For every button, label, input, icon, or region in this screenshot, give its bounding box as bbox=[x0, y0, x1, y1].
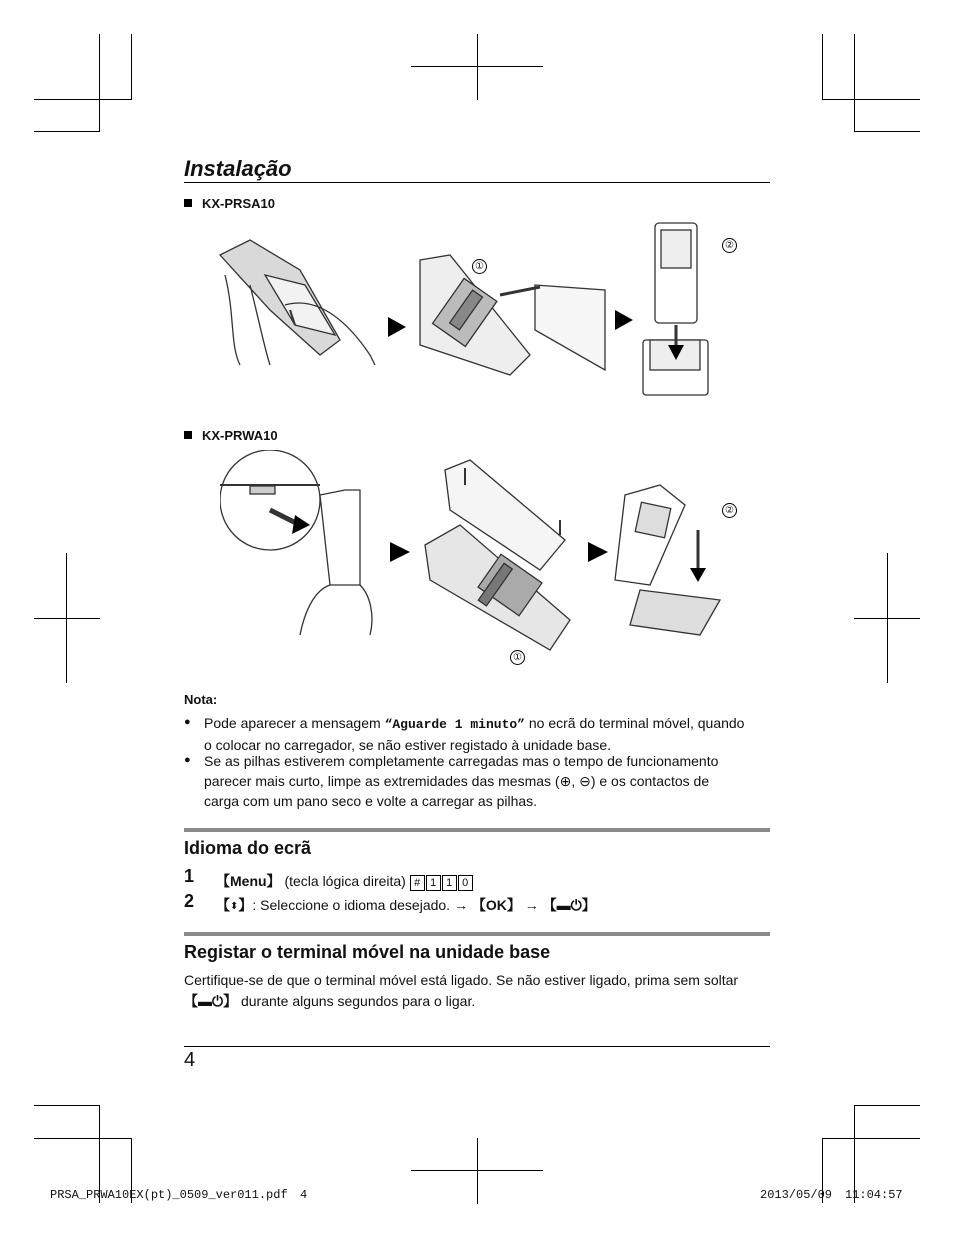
register-line: durante alguns segundos para o ligar. bbox=[237, 993, 476, 1009]
hang-up-icon: ▬ bbox=[198, 993, 212, 1009]
note-bullet-2: Se as pilhas estiverem completamente carregadas mas o tempo de funcionamento parecer mais curto, limpe as extremidades das mesmas (⊕, ⊖) e os contactos de carga com um pano seco e volte a carregar as pilhas. bbox=[204, 753, 719, 809]
prwa10-battery-illustration bbox=[220, 450, 740, 665]
callout-two: ② bbox=[722, 238, 737, 253]
step-number: 1 bbox=[184, 866, 195, 886]
crop-mark bbox=[34, 99, 132, 100]
note-heading: Nota: bbox=[184, 692, 218, 707]
note-text: ) e os contactos de bbox=[590, 773, 710, 789]
prsa10-battery-illustration bbox=[210, 215, 730, 405]
footer-date: 2013/05/09 bbox=[760, 1188, 833, 1202]
crop-mark bbox=[411, 1170, 543, 1171]
note-text: parecer mais curto, limpe as extremidades das mesmas ( bbox=[204, 773, 560, 789]
step-text: → bbox=[520, 897, 543, 913]
message-text: “Aguarde 1 minuto” bbox=[384, 717, 525, 732]
step-2 bbox=[216, 895, 596, 915]
bullet-dot: ● bbox=[184, 716, 191, 728]
section-rule bbox=[184, 828, 770, 832]
crop-mark bbox=[131, 34, 132, 99]
model-heading-prwa10 bbox=[184, 428, 278, 443]
power-icon: ⏻ bbox=[212, 993, 224, 1009]
square-bullet-icon bbox=[184, 431, 192, 439]
register-line: Certifique-se de que o terminal móvel está ligado. Se não estiver ligado, prima sem soltar bbox=[184, 972, 739, 988]
square-bullet-icon bbox=[184, 199, 192, 207]
crop-mark bbox=[854, 131, 920, 132]
footer-filename: PRSA_PRWA10EX(pt)_0509_ver011.pdf bbox=[50, 1188, 288, 1202]
callout-one: ① bbox=[510, 650, 525, 665]
register-title: Registar o terminal móvel na unidade base bbox=[184, 942, 551, 962]
crop-mark bbox=[34, 131, 100, 132]
page-number: 4 bbox=[184, 1049, 196, 1071]
note-text: carga com um pano seco e volte a carregar as pilhas. bbox=[204, 793, 538, 809]
note-text: o colocar no carregador, se não estiver registado à unidade base. bbox=[204, 737, 612, 753]
crop-mark bbox=[854, 1105, 920, 1106]
model-label: KX-PRWA10 bbox=[202, 428, 278, 443]
crop-mark bbox=[34, 618, 100, 619]
callout-one: ① bbox=[472, 259, 487, 274]
plus-terminal-icon: ⊕ bbox=[559, 773, 572, 789]
crop-mark bbox=[854, 618, 920, 619]
step-1 bbox=[216, 871, 474, 891]
footer-rule bbox=[184, 1046, 770, 1047]
power-icon: ⏻ bbox=[570, 897, 582, 913]
ok-key: 【OK】 bbox=[471, 897, 521, 913]
crop-mark bbox=[822, 1138, 920, 1139]
off-key: 【▬⏻】 bbox=[184, 993, 238, 1009]
crop-mark bbox=[34, 1138, 132, 1139]
crop-mark bbox=[477, 34, 478, 100]
bullet-dot: ● bbox=[184, 754, 191, 766]
register-text bbox=[184, 970, 770, 1012]
crop-mark bbox=[99, 34, 100, 132]
crop-mark bbox=[822, 99, 920, 100]
step-text: (tecla lógica direita) bbox=[280, 873, 410, 889]
step-text: : Seleccione o idioma desejado. → bbox=[252, 897, 472, 913]
hang-up-icon: ▬ bbox=[556, 897, 571, 913]
crop-mark bbox=[822, 34, 823, 99]
hash-key: # bbox=[410, 875, 425, 891]
display-language-title: Idioma do ecrã bbox=[184, 838, 312, 858]
header-rule bbox=[184, 182, 770, 183]
menu-key: 【Menu】 bbox=[216, 873, 281, 889]
note-bullet-1 bbox=[204, 713, 770, 755]
digit-key: 0 bbox=[458, 875, 473, 891]
model-label: KX-PRSA10 bbox=[202, 196, 275, 211]
digit-key: 1 bbox=[426, 875, 441, 891]
model-heading-prsa10 bbox=[184, 196, 275, 211]
minus-terminal-icon: ⊖ bbox=[579, 773, 591, 789]
up-down-icon: ⬍ bbox=[230, 901, 239, 912]
key-bracket: 【 bbox=[216, 897, 230, 913]
crop-mark bbox=[854, 34, 855, 132]
page-title: Instalação bbox=[184, 156, 292, 181]
step-number: 2 bbox=[184, 891, 195, 911]
note-text: no ecrã do terminal móvel, quando bbox=[525, 715, 745, 731]
note-text: Pode aparecer a mensagem bbox=[204, 715, 385, 731]
note-text: Se as pilhas estiverem completamente carregadas mas o tempo de funcionamento bbox=[204, 753, 719, 769]
crop-mark bbox=[477, 1138, 478, 1204]
footer-page: 4 bbox=[300, 1188, 308, 1202]
crop-mark bbox=[411, 66, 543, 67]
section-rule bbox=[184, 932, 770, 936]
footer-time: 11:04:57 bbox=[845, 1188, 903, 1202]
callout-two: ② bbox=[722, 503, 737, 518]
key-bracket: 】 bbox=[238, 897, 253, 913]
crop-mark bbox=[34, 1105, 100, 1106]
off-key: 【▬⏻】 bbox=[542, 897, 596, 913]
digit-key: 1 bbox=[442, 875, 457, 891]
